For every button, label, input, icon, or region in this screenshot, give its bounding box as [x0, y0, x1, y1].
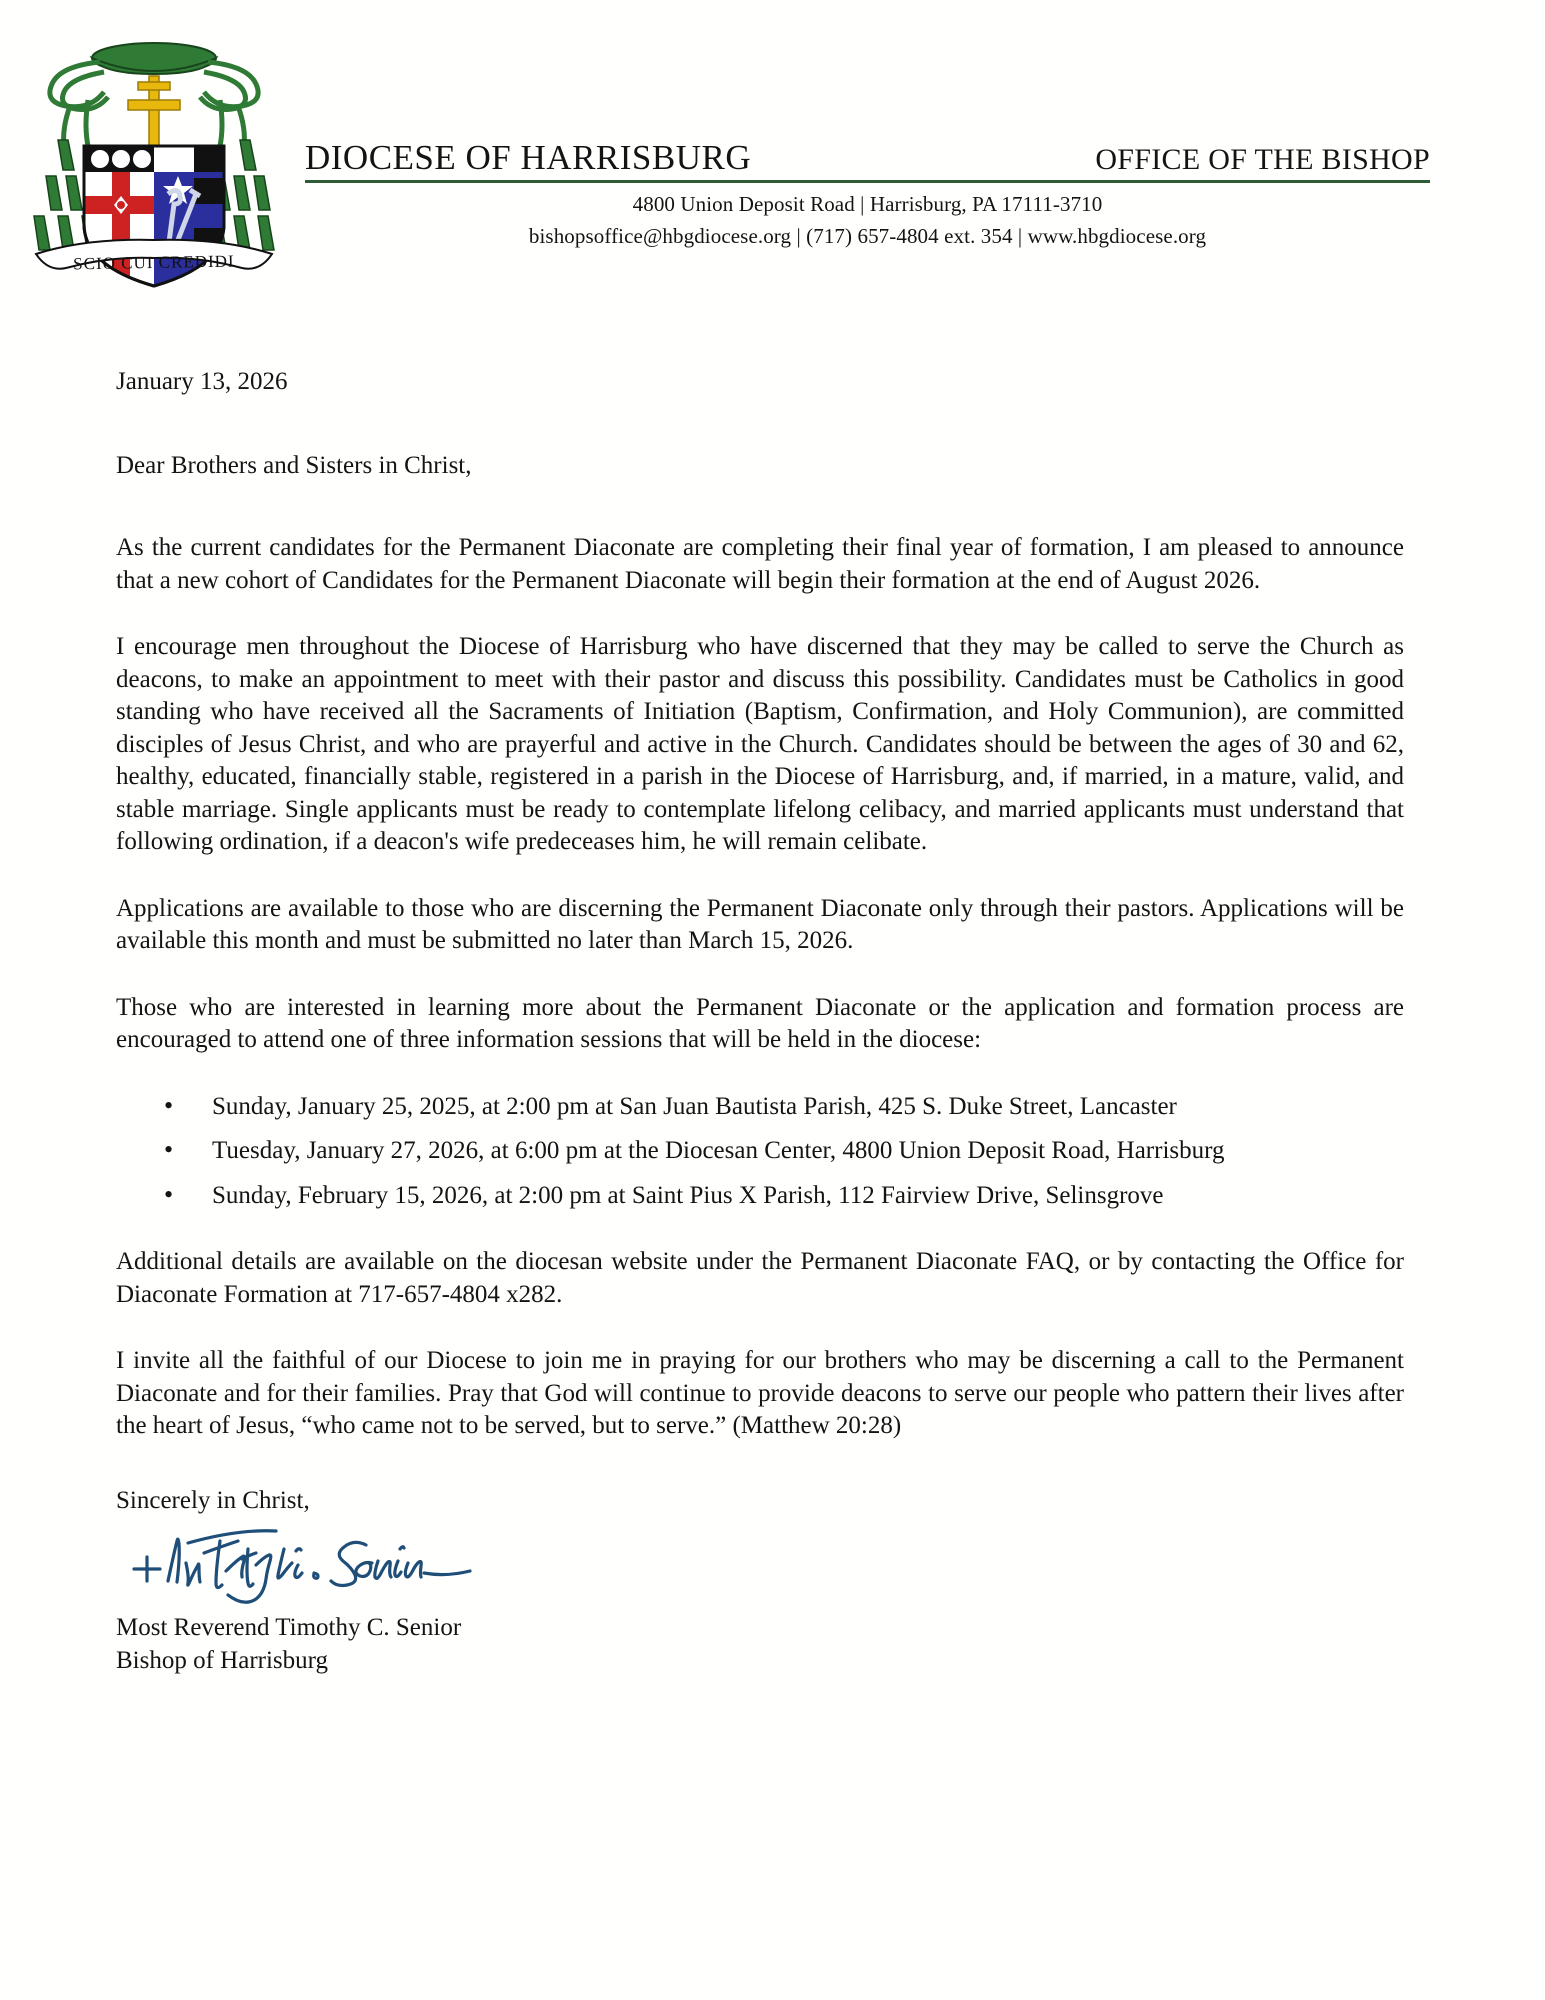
signature-icon — [128, 1519, 528, 1611]
paragraph-2: I encourage men throughout the Diocese of Harrisburg who have discerned that they may be called to serve the Church as deacons, to make an appointment to meet with their pastor and discuss this possibility. Candidates must be Catholics in good standing who have received all the Sacraments of Initiation (Baptism, Confirmation, and Holy Communion), are committed disciples of Jesus Christ, and who are prayerful and active in the Church. Candidates should be between the ages of 30 and 62, healthy, educated, financially stable, registered in a parish in the Diocese of Harrisburg, and, if married, in a mature, valid, and stable marriage. Single applicants must be ready to contemplate lifelong celibacy, and married applicants must understand that following ordination, if a deacon's wife predeceases him, he will remain celibate. — [116, 633, 1404, 855]
signer-title: Bishop of Harrisburg — [116, 1647, 329, 1675]
letter-body — [116, 368, 1404, 1678]
salutation: Dear Brothers and Sisters in Christ, — [116, 452, 472, 479]
diocese-title: DIOCESE OF HARRISBURG — [305, 138, 752, 177]
contact-line: bishopsoffice@hbgdiocese.org | (717) 657-4804 ext. 354 | www.hbgdiocese.org — [528, 223, 1207, 248]
coat-of-arms-icon — [18, 28, 290, 290]
closing-line: Sincerely in Christ, — [116, 1486, 310, 1514]
paragraph-4: Those who are interested in learning more about the Permanent Diaconate or the application and formation process are encouraged to attend one of three information sessions that will be held in the diocese: — [116, 993, 1404, 1053]
list-item: • Tuesday, January 27, 2026, at 6:00 pm at the Diocesan Center, 4800 Union Deposit Road, Harrisburg — [116, 1135, 1404, 1168]
letter-date: January 13, 2026 — [116, 368, 288, 395]
address-line: 4800 Union Deposit Road | Harrisburg, PA 17111-3710 — [632, 192, 1103, 216]
paragraph-3: Applications are available to those who are discerning the Permanent Diaconate only through their pastors. Applications will be available this month and must be submitted no later than March 15, 2026. — [116, 894, 1404, 954]
information-sessions-list — [116, 1091, 1404, 1213]
crest-motto-text: SCIO CUI CREDIDI — [73, 251, 235, 274]
letterhead — [0, 0, 1545, 300]
list-item: • Sunday, January 25, 2025, at 2:00 pm at San Juan Bautista Parish, 425 S. Duke Street, Lancaster — [116, 1091, 1404, 1124]
office-title: OFFICE OF THE BISHOP — [1095, 143, 1430, 176]
letterhead-contact — [305, 183, 1430, 252]
letterhead-text — [305, 140, 1430, 252]
paragraph-5: Additional details are available on the diocesan website under the Permanent Diaconate FAQ, or by contacting the Office for Diaconate Formation at 717-657-4804 x282. — [116, 1248, 1404, 1308]
signer-name: Most Reverend Timothy C. Senior — [116, 1613, 462, 1641]
signature-area — [116, 1515, 1404, 1611]
paragraph-1: As the current candidates for the Permanent Diaconate are completing their final year of formation, I am pleased to announce that a new cohort of Candidates for the Permanent Diaconate will begin their formation at the end of August 2026. — [116, 534, 1404, 594]
signer-block — [116, 1611, 1404, 1679]
list-item: • Sunday, February 15, 2026, at 2:00 pm at Saint Pius X Parish, 112 Fairview Drive, Selinsgrove — [116, 1180, 1404, 1213]
paragraph-6: I invite all the faithful of our Diocese to join me in praying for our brothers who may be discerning a call to the Permanent Diaconate and for their families. Pray that God will continue to provide deacons to serve our people who pattern their lives after the heart of Jesus, “who came not to be served, but to serve.” (Matthew 20:28) — [116, 1347, 1404, 1439]
